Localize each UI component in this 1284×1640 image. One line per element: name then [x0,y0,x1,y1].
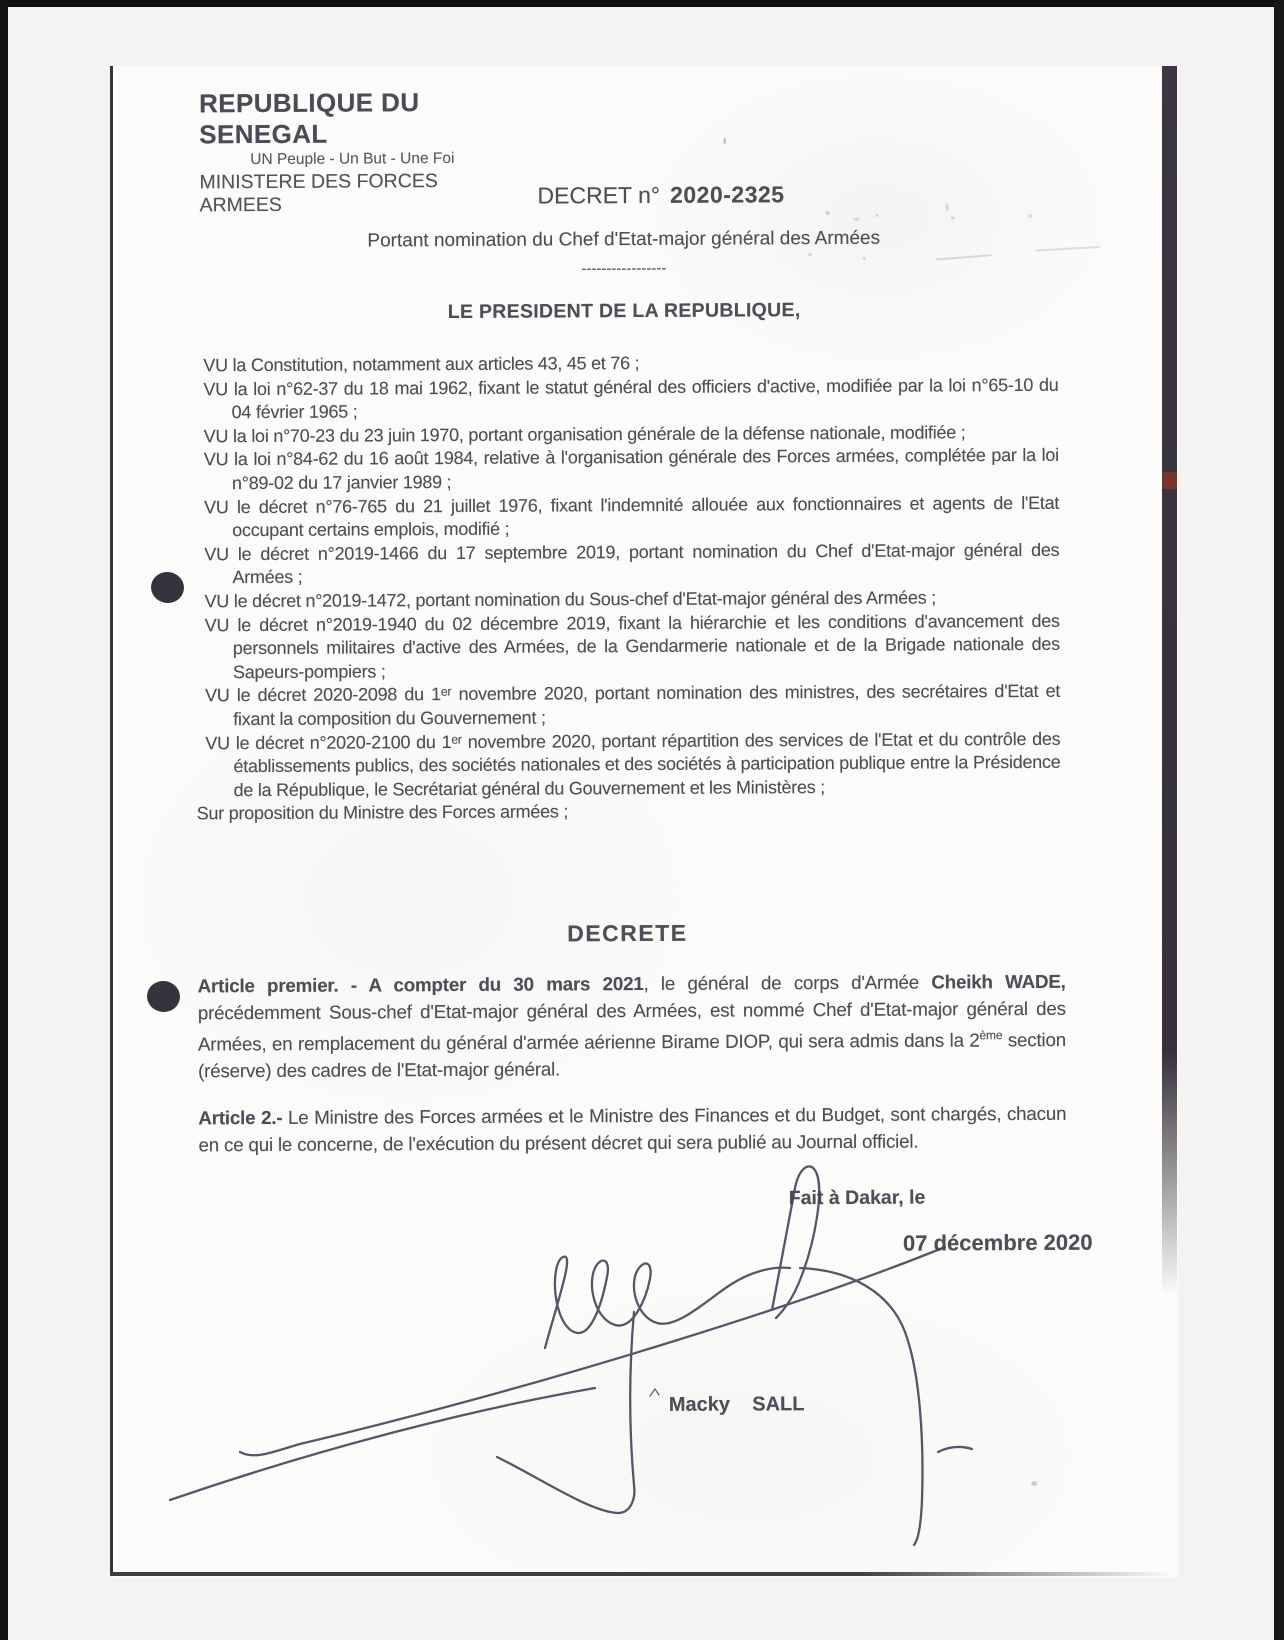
visa-item: VU le décret n°2019-1940 du 02 décembre 2019, fixant la hiérarchie et les conditions d'avancement des personnels militaires d'active des Armées, de la Gendarmerie nationale et de la Brigade nationale des Sapeurs-pompiers ; [204,610,1060,682]
decree-title [537,181,784,209]
scan-speck [1031,1481,1037,1486]
article-1-text: précédemment Sous-chef d'Etat-major général des Armées, est nommé Chef d'Etat-major général des Armées, en remplacement du général d'armée aérienne Birame DIOP, qui sera admis dans la 2 [197,997,1066,1055]
scan-speck [946,203,949,211]
scan-speck [876,214,879,217]
scan-speck [1028,214,1033,218]
decrete-heading: DECRETE [567,919,688,947]
decree-label: DECRET n° [537,181,661,209]
separator-dashes: ----------------- [581,259,667,278]
letterhead [199,87,520,218]
visa-item: VU le décret n°2019-1466 du 17 septembre 2019, portant nomination du Chef d'Etat-major général des Armées ; [204,539,1060,588]
scan-frame-right [1274,0,1284,1640]
scan-speck [951,216,955,219]
visa-list [194,350,1060,826]
scan-speck [808,253,812,256]
scan-speck [854,218,860,221]
article-2-text: Le Ministre des Forces armées et le Ministre des Finances et du Budget, sont chargés, chacun en ce qui le concerne, de l'exécution du présent décret qui sera publié au Journal officiel. [198,1102,1067,1156]
article-1 [198,968,1067,1085]
proposal-line: Sur proposition du Ministre des Forces armées ; [196,801,569,824]
visa-item: VU la Constitution, notamment aux articles 43, 45 et 76 ; [203,353,640,376]
scan-frame-top [0,0,1284,7]
visa-item: VU la loi n°84-62 du 16 août 1984, relative à l'organisation générale des Forces armées, complétée par la loi n°89-02 du 17 janvier 1989 ; [203,445,1059,494]
visa-item: VU le décret n°2020-2100 du 1ᵉʳ novembre 2020, portant répartition des services de l'Etat et du contrôle des établissements publics, des sociétés nationales et des sociétés à participation publique entre la Présidence de la République, le Secrétariat général du Gouvernement et les Ministères ; [205,728,1061,800]
article-2-intro: Article 2.- [198,1106,283,1129]
signature-date: 07 décembre 2020 [902,1229,1093,1256]
country-title: REPUBLIQUE DU SENEGAL [198,87,420,150]
scan-speck [723,138,726,145]
document-page [110,66,1178,1578]
place-and-date-line: Fait à Dakar, le [788,1186,926,1210]
page-edge [110,1572,1174,1576]
visa-item: VU le décret 2020-2098 du 1ᵉʳ novembre 2020, portant nomination des ministres, des secrétaires d'Etat et fixant la composition du Gouvernement ; [205,681,1061,730]
visa-item: VU la loi n°62-37 du 18 mai 1962, fixant le statut général des officiers d'active, modifiée par la loi n°65-10 du 04 février 1965 ; [203,374,1059,423]
appointee-name: Cheikh WADE, [931,970,1066,993]
scan-speck [863,257,866,260]
ministry-name: MINISTERE DES FORCES ARMEES [199,170,438,217]
article-1-text: , le général de corps d'Armée [643,971,932,995]
visa-item: VU la loi n°70-23 du 23 juin 1970, portant organisation générale de la défense nationale, modifiée ; [203,422,966,447]
article-1-text: section (réserve) des cadres de l'Etat-major général. [198,1029,1066,1082]
edge-red-notch [1162,472,1177,489]
decree-number: 2020-2325 [669,181,785,208]
document-content [107,63,1183,1581]
salutation-heading: LE PRESIDENT DE LA REPUBLIQUE, [447,299,801,324]
signer-name: Macky SALL [668,1393,805,1416]
scan-speck [826,211,830,215]
national-motto: UN Peuple - Un But - Une Foi [250,149,455,169]
visa-item: VU le décret n°76-765 du 21 juillet 1976, fixant l'indemnité allouée aux fonctionnaires et agents de l'Etat occupant certains emplois, modifié ; [204,492,1060,541]
page-edge [110,66,113,1575]
ordinal-superscript: ème [979,1028,1003,1043]
visa-item: VU le décret n°2019-1472, portant nomination du Sous-chef d'Etat-major général des Armées ; [204,587,937,612]
article-2 [198,1100,1066,1159]
scan-frame-left [0,0,8,1640]
article-1-intro: Article premier. - A compter du 30 mars 2021 [197,973,644,997]
decree-subject: Portant nomination du Chef d'Etat-major général des Armées [367,227,881,252]
page-edge [1162,66,1177,1296]
